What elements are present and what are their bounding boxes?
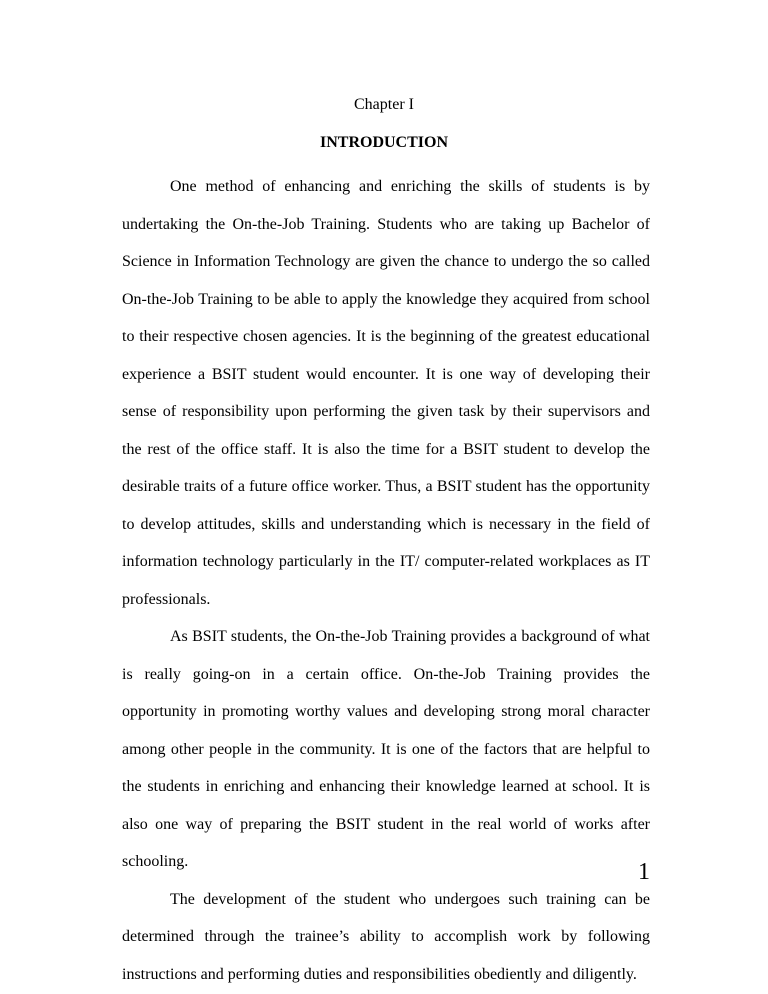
chapter-title: INTRODUCTION	[319, 134, 448, 151]
page-number: 1	[638, 859, 650, 885]
paragraph-1: One method of enhancing and enriching the skills of students is by undertaking the On-the-Job Training. Students who are taking up Bachelor of Science in Information Technology are given the chance to undergo the so called On-the-Job Training to be able to apply the knowledge they acquired from school to their respective chosen agencies. It is the beginning of the greatest educational experience a BSIT student would encounter. It is one way of developing their sense of responsibility upon performing the given task by their supervisors and the rest of the office staff. It is also the time for a BSIT student to develop the desirable traits of a future office worker. Thus, a BSIT student has the opportunity to develop attitudes, skills and understanding which is necessary in the field of information technology particularly in the IT/ computer-related workplaces as IT professionals.	[122, 178, 650, 608]
paragraph-2: As BSIT students, the On-the-Job Training provides a background of what is really going-on in a certain office. On-the-Job Training provides the opportunity in promoting worthy values and developing strong moral character among other people in the community. It is one of the factors that are helpful to the students in enriching and enhancing their knowledge learned at school. It is also one way of preparing the BSIT student in the real world of works after schooling.	[122, 628, 650, 870]
body-text	[122, 168, 650, 993]
paragraph-3: The development of the student who undergoes such training can be determined through the trainee’s ability to accomplish work by following instructions and performing duties and responsibilities obediently and diligently.	[122, 890, 650, 983]
chapter-label: Chapter I	[354, 96, 414, 113]
